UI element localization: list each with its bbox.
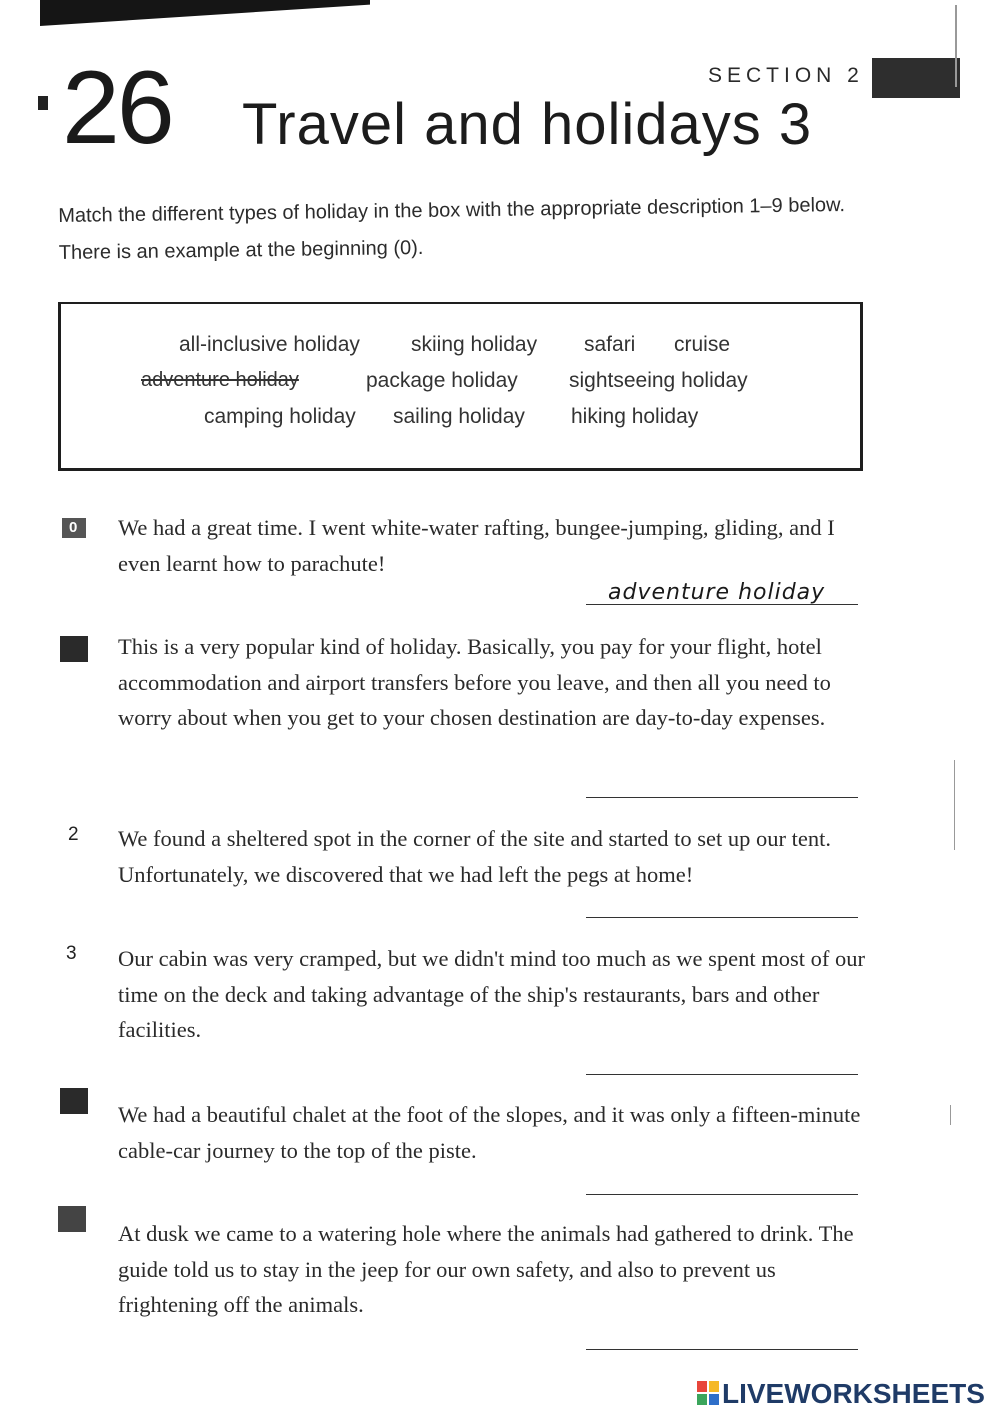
margin-mark	[38, 96, 48, 110]
section-bar	[872, 58, 960, 98]
answer-line-0	[586, 604, 858, 605]
example-answer: adventure holiday	[608, 580, 826, 605]
scan-artifact	[950, 1105, 951, 1125]
word-sightseeing-holiday[interactable]: sightseeing holiday	[569, 369, 748, 392]
word-skiing-holiday[interactable]: skiing holiday	[411, 333, 538, 356]
item-number-block	[62, 518, 86, 538]
answer-line-2[interactable]	[586, 917, 858, 918]
item-text: Our cabin was very cramped, but we didn't mind too much as we spent most of our time on the deck and taking advantage of the ship's restaurants, bars and other facilities.	[118, 946, 866, 1042]
word-hiking-holiday[interactable]: hiking holiday	[571, 405, 699, 428]
section-label: SECTION 2	[708, 64, 864, 87]
item-number-block	[60, 636, 88, 662]
answer-line-1[interactable]	[586, 797, 858, 798]
word-adventure-holiday-crossed: adventure holiday	[141, 369, 299, 391]
item-number: 2	[68, 824, 79, 845]
answer-line-4[interactable]	[586, 1194, 858, 1195]
word-all-inclusive-holiday[interactable]: all-inclusive holiday	[179, 333, 360, 356]
footer-brand[interactable]: LIVEWORKSHEETS	[722, 1378, 985, 1409]
scan-artifact	[955, 5, 957, 87]
word-cruise[interactable]: cruise	[674, 333, 731, 356]
item-number: 3	[66, 943, 77, 964]
instructions: Match the different types of holiday in the box with the appropriate description 1–9 below. There is an example at the beginning (0).	[58, 194, 846, 264]
unit-number: 26	[62, 50, 172, 166]
answer-line-3[interactable]	[586, 1074, 858, 1075]
item-number: 0	[69, 519, 78, 536]
word-box	[58, 302, 863, 471]
item-text: At dusk we came to a watering hole where the animals had gathered to drink. The guide told us to stay in the jeep for our own safety, and also to prevent us frightening off the animals.	[118, 1221, 854, 1317]
word-safari[interactable]: safari	[584, 333, 636, 356]
top-black-bar	[40, 0, 370, 26]
item-text: This is a very popular kind of holiday. Basically, you pay for your flight, hotel accommodation and airport transfers before you leave, and then all you need to worry about when you get to your chosen destination are day-to-day expenses.	[118, 634, 831, 730]
scan-artifact	[954, 760, 955, 850]
item-text: We had a great time. I went white-water rafting, bungee-jumping, gliding, and I even learnt how to parachute!	[118, 515, 835, 576]
item-number-block	[58, 1206, 86, 1232]
liveworksheets-logo-icon	[697, 1381, 719, 1405]
item-text: We had a beautiful chalet at the foot of the slopes, and it was only a fifteen-minute cable-car journey to the top of the piste.	[118, 1102, 861, 1163]
item-text: We found a sheltered spot in the corner of the site and started to set up our tent. Unfortunately, we discovered that we had left the pegs at home!	[118, 826, 831, 887]
answer-line-5[interactable]	[586, 1349, 858, 1350]
word-sailing-holiday[interactable]: sailing holiday	[393, 405, 525, 428]
word-package-holiday[interactable]: package holiday	[366, 369, 518, 392]
word-camping-holiday[interactable]: camping holiday	[204, 405, 356, 428]
page-title: Travel and holidays 3	[242, 92, 813, 157]
item-number-block	[60, 1088, 88, 1114]
